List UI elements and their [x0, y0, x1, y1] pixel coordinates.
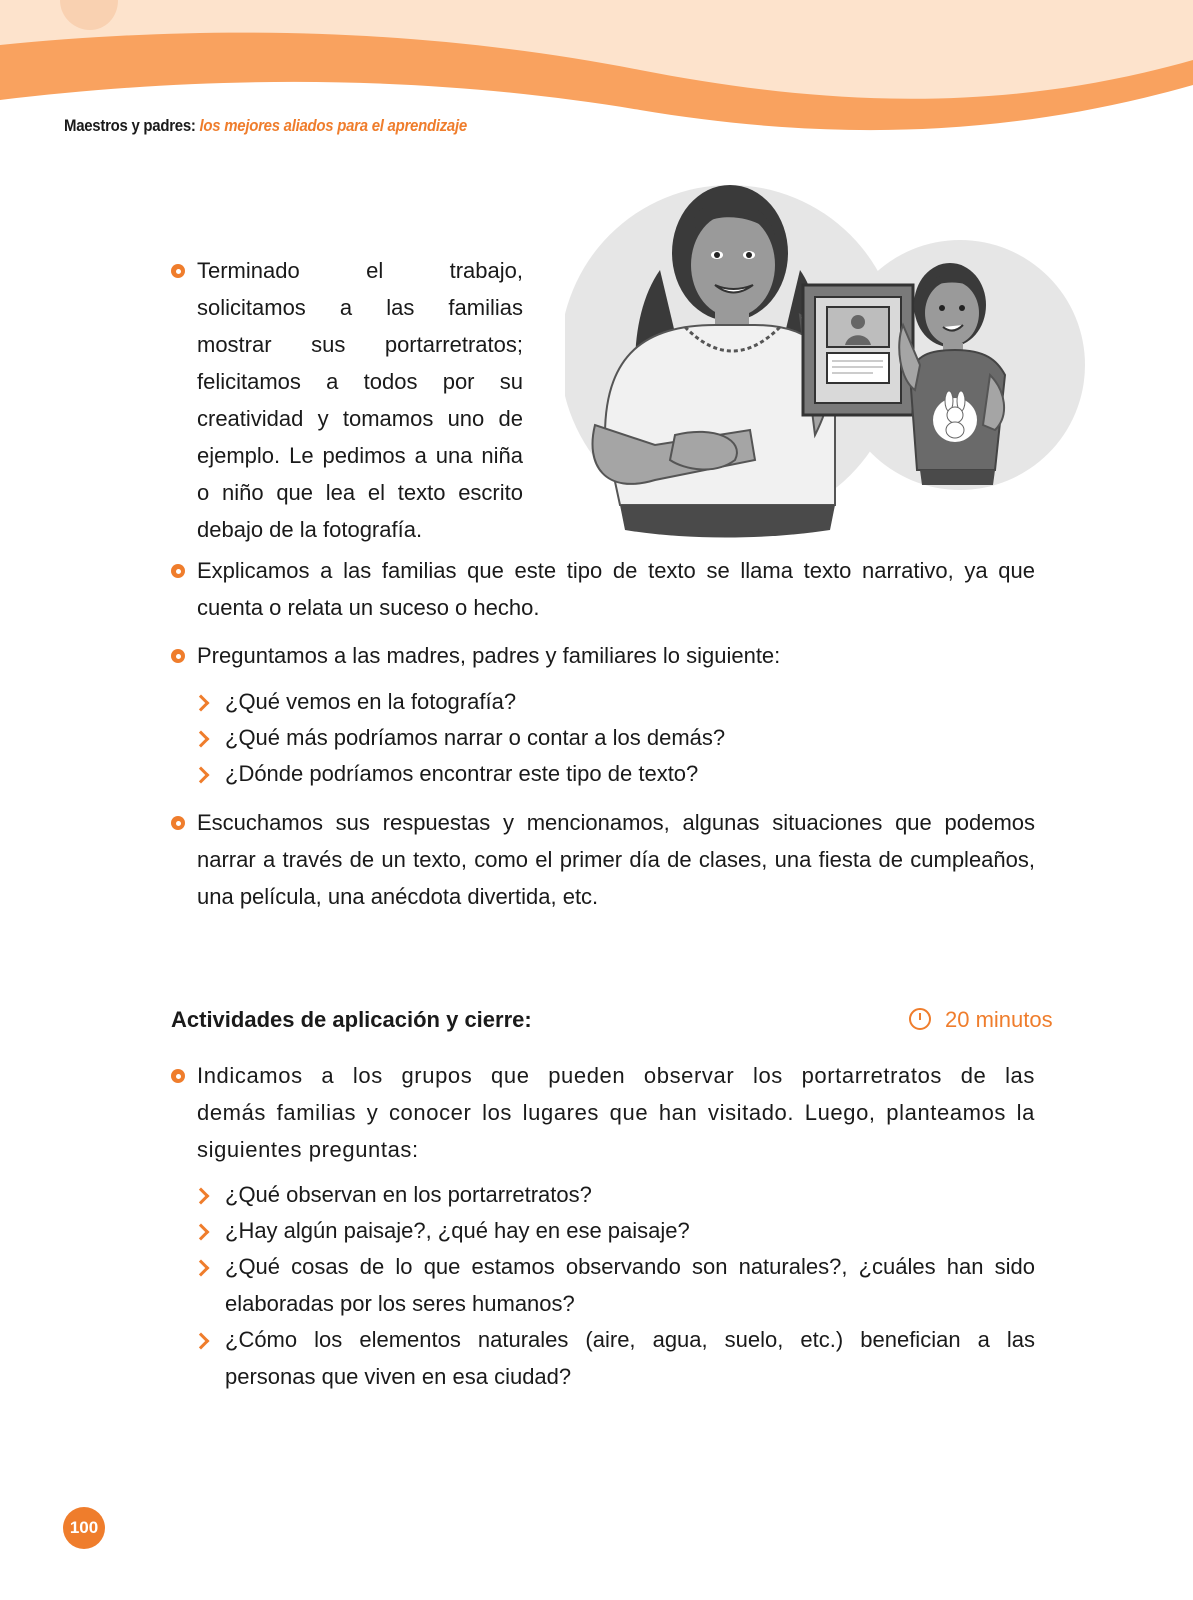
- question-item: ¿Hay algún paisaje?, ¿qué hay en ese paisaje?: [225, 1218, 690, 1243]
- paragraph-4: Escuchamos sus respuestas y mencionamos, algunas situaciones que podemos narrar a través de un texto, como el primer día de clases, una fiesta de cumpleaños, una película, una anécdota divertida, etc.: [197, 810, 1035, 909]
- bullet-icon: [171, 649, 185, 663]
- bullet-icon: [171, 564, 185, 578]
- running-head: [64, 116, 467, 136]
- question-item: ¿Qué observan en los portarretratos?: [225, 1182, 592, 1207]
- chevron-right-icon: [193, 695, 210, 712]
- clock-icon: [909, 1008, 931, 1030]
- bullet-icon: [171, 1069, 185, 1083]
- paragraph-2: Explicamos a las familias que este tipo de texto se llama texto narrativo, ya que cuenta o relata un suceso o hecho.: [197, 558, 1035, 620]
- question-item: ¿Qué cosas de lo que estamos observando son naturales?, ¿cuáles han sido elaboradas por los seres humanos?: [225, 1254, 1035, 1316]
- chevron-right-icon: [193, 1260, 210, 1277]
- chevron-right-icon: [193, 767, 210, 784]
- running-head-highlight: los mejores aliados para el aprendizaje: [199, 116, 467, 135]
- bullet-icon: [171, 264, 185, 278]
- chevron-right-icon: [193, 1333, 210, 1350]
- chevron-right-icon: [193, 1224, 210, 1241]
- bullet-icon: [171, 816, 185, 830]
- running-head-prefix: Maestros y padres:: [64, 116, 196, 135]
- question-item: ¿Qué vemos en la fotografía?: [225, 689, 517, 714]
- question-item: ¿Qué más podríamos narrar o contar a los demás?: [225, 725, 726, 750]
- page-number: 100: [63, 1507, 105, 1549]
- section-title: Actividades de aplicación y cierre:: [171, 1007, 532, 1032]
- chevron-right-icon: [193, 731, 210, 748]
- question-item: ¿Cómo los elementos naturales (aire, agua, suelo, etc.) benefician a las personas que viven en esa ciudad?: [225, 1327, 1035, 1389]
- chevron-right-icon: [193, 1188, 210, 1205]
- paragraph-3: Preguntamos a las madres, padres y familiares lo siguiente:: [197, 643, 781, 668]
- question-item: ¿Dónde podríamos encontrar este tipo de texto?: [225, 761, 699, 786]
- paragraph-1: Terminado el trabajo, solicitamos a las familias mostrar sus portarretratos; felicitamos a todos por su creatividad y tomamos uno de ejemplo. Le pedimos a una niña o niño que lea el texto escrito debajo de la fotografía.: [197, 258, 523, 542]
- closing-paragraph: Indicamos a los grupos que pueden observar los portarretratos de las demás familias y conocer los lugares que han visitado. Luego, planteamos la siguientes preguntas:: [197, 1063, 1035, 1162]
- mother-and-girl-illustration: [565, 175, 1085, 550]
- duration-label: 20 minutos: [945, 1007, 1053, 1032]
